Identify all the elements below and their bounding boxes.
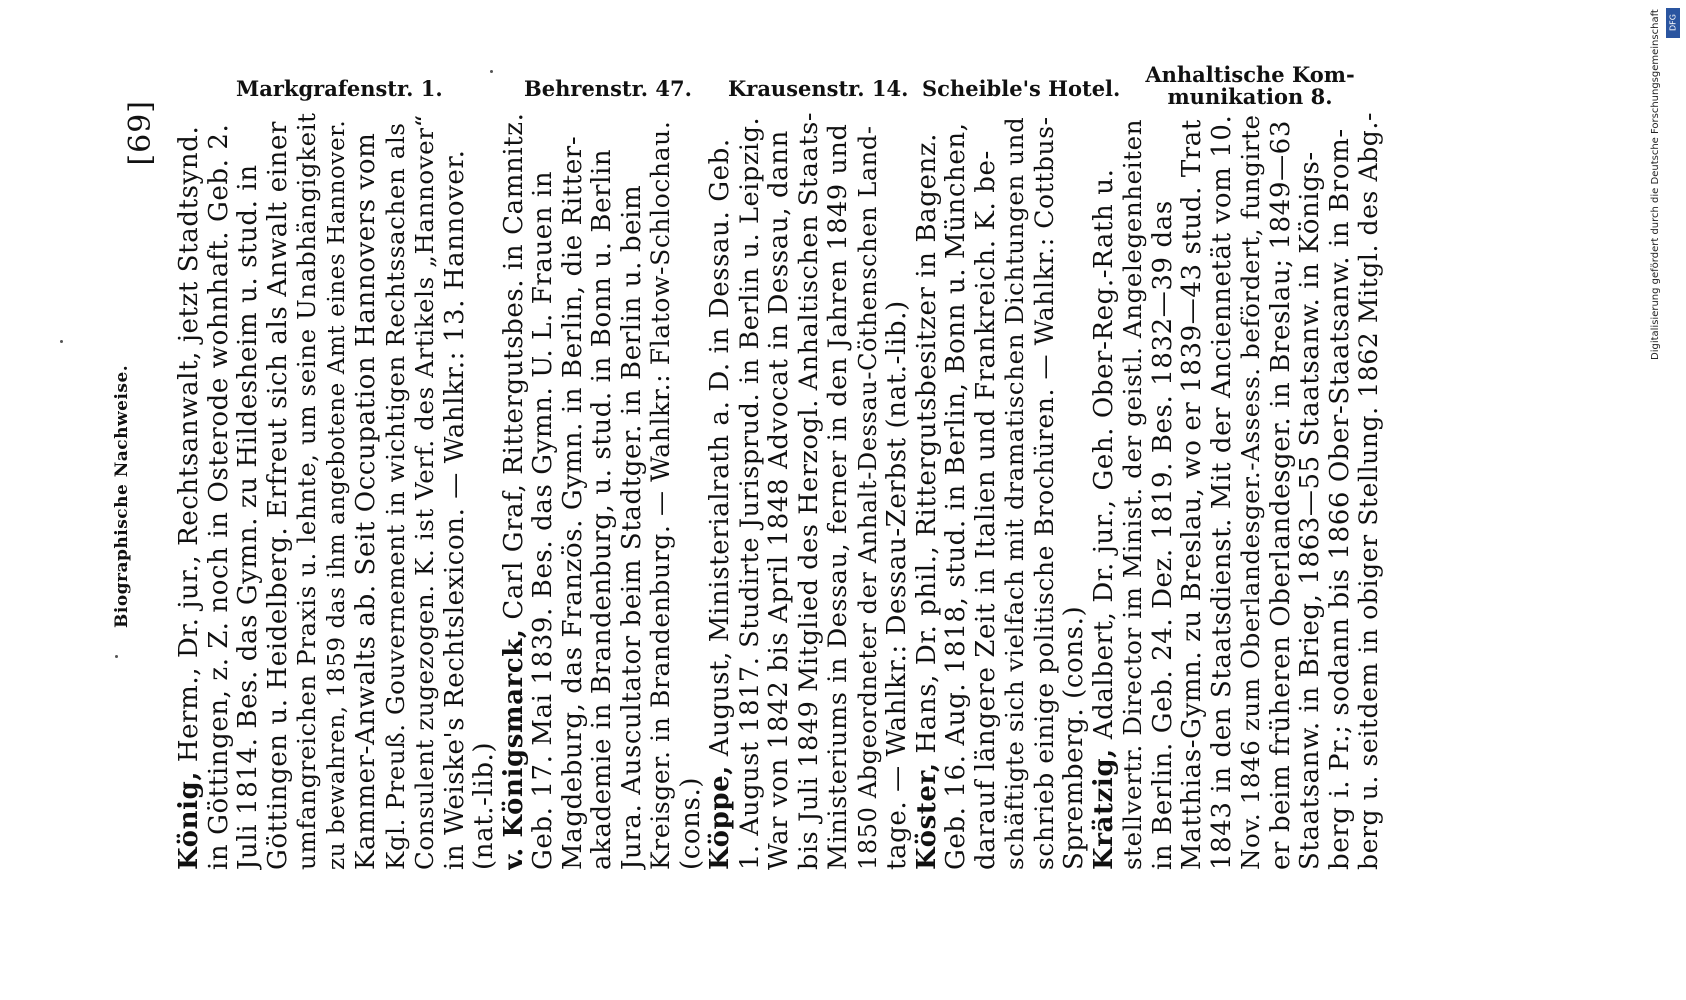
scan-speck [60, 340, 63, 343]
line-text: War von 1842 bis April 1848 Advocat in Dessau, dann [764, 130, 794, 870]
text-line [526, 112, 560, 870]
page-number: [69] [123, 100, 158, 166]
line-text: stellvertr. Director im Minist. der geistl. Angelegenheiten [1118, 118, 1147, 870]
text-line [231, 112, 265, 870]
text-line [1116, 112, 1150, 870]
line-text: Kammer-Anwalts ab. Seit Occupation Hannovers vom [351, 132, 381, 870]
entry-name: Krätzig, [1088, 748, 1119, 870]
text-line [349, 112, 383, 870]
line-text: Carl Graf, Rittergutsbes. in Camnitz. [498, 112, 529, 629]
line-text: Hans, Dr. phil., Rittergutsbesitzer in Bagenz. [911, 132, 942, 763]
address-header-koeppe: Krausenstr. 14. [728, 76, 909, 101]
line-text: Matthias-Gymn. zu Breslau, wo er 1839—43 stud. Trat [1177, 119, 1207, 870]
text-line [1175, 112, 1209, 870]
line-text: akademie in Brandenburg, u. stud. in Bonn u. Berlin [587, 148, 617, 870]
entry-name: Köppe, [705, 765, 735, 870]
text-line [290, 112, 324, 870]
line-text: Herm., Dr. jur., Rechtsanwalt, jetzt Stadtsynd. [174, 125, 204, 772]
address-header-koenigsmarck: Behrenstr. 47. [524, 76, 692, 101]
line-text: Kreisger. in Brandenburg. — Wahlkr.: Flatow-Schlochau. [646, 120, 675, 870]
line-text: berg u. seitdem in obiger Stellung. 1862 Mitgl. des Abg.- [1354, 112, 1383, 870]
address-header-kraetzig [1140, 64, 1360, 108]
running-head: Biographische Nachweise. [112, 364, 132, 628]
line-text: in Berlin. Geb. 24. Dez. 1819. Bes. 1832—39 das [1147, 200, 1178, 870]
text-line [821, 112, 855, 870]
entry-name: König, [174, 771, 204, 870]
line-text: Göttingen u. Heidelberg. Erfreut sich als Anwalt einer [262, 121, 293, 870]
line-text: (cons.) [675, 776, 706, 870]
line-text: in Göttingen, z. Z. noch in Osterode wohnhaft. Geb. 2. [203, 123, 234, 870]
line-text: August, Ministerialrath a. D. in Dessau. Geb. [705, 138, 735, 766]
entry-name: v. Königsmarck, [498, 628, 529, 870]
scan-speck [115, 655, 118, 658]
scan-speck [490, 70, 493, 73]
line-text: Spremberg. (cons.) [1059, 605, 1089, 870]
line-text: Nov. 1846 zum Oberlandesger.-Assess. befördert, fungirte [1236, 114, 1265, 870]
funding-note: Digitalisierung gefördert durch die Deutsche Forschungsgemeinschaft [1650, 9, 1661, 360]
text-line [1057, 112, 1091, 870]
address-header-koester: Scheible's Hotel. [922, 76, 1121, 101]
line-text: berg i. Pr.; sodann bis 1866 Ober-Staatsanw. in Brom- [1324, 128, 1355, 870]
line-text: in Weiske's Rechtslexicon. — Wahlkr.: 13. Hannover. [439, 149, 470, 870]
text-line [172, 112, 206, 870]
line-text: 1850 Abgeordneter der Anhalt-Dessau-Cöthenschen Land- [853, 125, 882, 870]
text-line [880, 112, 914, 870]
text-line [1234, 112, 1268, 870]
text-line [467, 112, 501, 870]
line-text: Ministeriums in Dessau, ferner in den Jahren 1849 und [823, 123, 853, 870]
text-line [585, 112, 619, 870]
text-line [762, 112, 796, 870]
line-text: schrieb einige politische Brochüren. — Wahlkr.: Cottbus- [1029, 116, 1059, 870]
text-line [703, 112, 737, 870]
line-text: Adalbert, Dr. jur., Geh. Ober-Reg.-Rath u. [1088, 168, 1119, 749]
text-line [998, 112, 1032, 870]
address-header-kraetzig-line2: munikation 8. [1167, 84, 1333, 109]
line-text: Juli 1814. Bes. das Gymn. zu Hildesheim u. stud. in [233, 164, 263, 870]
line-text: (nat.-lib.) [469, 741, 499, 870]
line-text: Kgl. Preuß. Gouvernement in wichtigen Rechtssachen als [380, 122, 410, 870]
address-header-kraetzig-line1: Anhaltische Kom- [1145, 62, 1355, 87]
address-header-koenig: Markgrafenstr. 1. [236, 76, 443, 101]
line-text: schäftigte sich vielfach mit dramatischen Dichtungen und [1000, 116, 1029, 870]
line-text: 1. August 1817. Studirte Jurisprud. in Berlin u. Leipzig. [734, 116, 765, 870]
text-line [408, 112, 442, 870]
line-text: darauf längere Zeit in Italien und Frankreich. K. be- [970, 150, 1001, 870]
line-text: Jura. Auscultator beim Stadtger. in Berlin u. beim [616, 184, 647, 870]
line-text: tage. — Wahlkr.: Dessau-Zerbst (nat.-lib.) [882, 300, 912, 870]
dfg-logo-icon: DFG [1666, 8, 1680, 38]
entry-name: Köster, [911, 762, 942, 870]
line-text: Consulent zugezogen. K. ist Verf. des Artikels „Hannover“ [410, 114, 439, 870]
line-text: Geb. 17. Mai 1839. Bes. das Gymn. U. L. Frauen in [528, 170, 558, 870]
line-text: er beim früheren Oberlandesger. in Breslau; 1849—63 [1265, 120, 1296, 870]
line-text: umfangreichen Praxis u. lehnte, um seine Unabhängigkeit [292, 112, 321, 870]
line-text: zu bewahren, 1859 das ihm angebotene Amt eines Hannover. [323, 119, 350, 870]
text-line [644, 112, 678, 870]
line-text: Magdeburg, das Französ. Gymn. in Berlin, die Ritter- [557, 135, 588, 870]
line-text: Staatsanw. in Brieg, 1863—55 Staatsanw. in Königs- [1295, 151, 1325, 870]
line-text: 1843 in den Staatsdienst. Mit der Anciennetät vom 10. [1206, 114, 1237, 870]
text-line [939, 112, 973, 870]
text-line [1293, 112, 1327, 870]
line-text: bis Juli 1849 Mitglied des Herzogl. Anhaltischen Staats- [793, 112, 824, 870]
text-line [1352, 112, 1386, 870]
line-text: Geb. 16. Aug. 1818, stud. in Berlin, Bonn u. München, [941, 122, 971, 870]
